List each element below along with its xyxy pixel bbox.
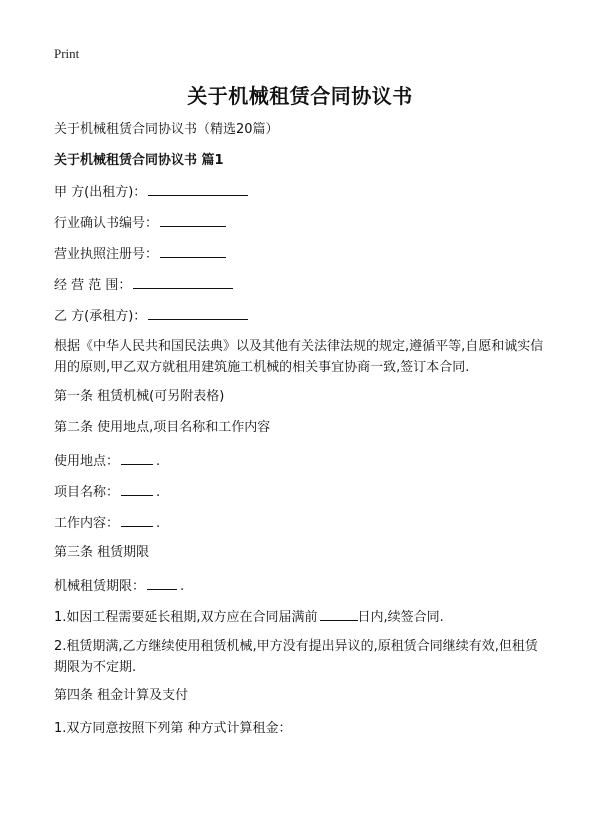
article-1: 第一条 租赁机械(可另附表格) [54, 389, 225, 404]
field-business-license-label: 营业执照注册号： [54, 247, 159, 262]
field-lessor [54, 181, 248, 204]
field-industry-cert [54, 212, 226, 235]
work-content-blank [121, 512, 153, 527]
clause-4-1: 1.双方同意按照下列第 种方式计算租金： [54, 721, 292, 736]
project-name [54, 481, 160, 504]
document-subtitle: 关于机械租赁合同协议书（精选20篇） [54, 122, 279, 137]
field-industry-cert-label: 行业确认书编号： [54, 216, 159, 231]
field-business-scope [54, 274, 233, 297]
field-lessor-label: 甲 方(出租方)： [54, 185, 147, 200]
field-industry-cert-blank [160, 212, 226, 227]
work-content-label: 工作内容： [54, 516, 120, 531]
clause-3-1-text-a: 1.如因工程需要延长租期,双方应在合同届满前 [54, 610, 318, 625]
article-2: 第二条 使用地点,项目名称和工作内容 [54, 420, 271, 435]
clause-3-2: 2.租赁期满,乙方继续使用租赁机械,甲方没有提出异议的,原租赁合同继续有效,但租赁期限为不定期. [54, 639, 538, 675]
field-business-scope-blank [133, 274, 233, 289]
field-lessee [54, 305, 248, 328]
field-lessee-label: 乙 方(承租方)： [54, 309, 147, 324]
rental-period-label: 机械租赁期限： [54, 579, 146, 594]
work-content-period: . [156, 516, 161, 531]
field-business-license-blank [160, 243, 226, 258]
preamble-paragraph: 根据《中华人民共和国民法典》以及其他有关法律法规的规定,遵循平等,自愿和诚实信用的原则,甲乙双方就租用建筑施工机械的相关事宜协商一致,签订本合同. [54, 339, 544, 375]
field-business-scope-label: 经 营 范 围： [54, 278, 132, 293]
use-location-label: 使用地点： [54, 454, 120, 469]
field-lessee-blank [148, 305, 248, 320]
use-location-period: . [156, 454, 161, 469]
field-business-license [54, 243, 226, 266]
project-name-label: 项目名称： [54, 485, 120, 500]
field-lessor-blank [148, 181, 248, 196]
document-title: 关于机械租赁合同协议书 [187, 84, 413, 108]
rental-period [54, 575, 184, 598]
article-3: 第三条 租赁期限 [54, 545, 150, 560]
use-location-blank [121, 450, 153, 465]
article-4: 第四条 租金计算及支付 [54, 688, 189, 703]
project-name-period: . [156, 485, 161, 500]
work-content [54, 512, 160, 535]
clause-3-1-text-b: 日内,续签合同. [357, 610, 444, 625]
clause-3-1 [54, 606, 444, 629]
rental-period-blank [147, 575, 177, 590]
use-location [54, 450, 160, 473]
print-label[interactable]: Print [54, 46, 80, 61]
clause-3-1-blank [320, 606, 358, 621]
section-heading: 关于机械租赁合同协议书 篇1 [54, 153, 224, 168]
project-name-blank [121, 481, 153, 496]
rental-period-period: . [180, 579, 185, 594]
